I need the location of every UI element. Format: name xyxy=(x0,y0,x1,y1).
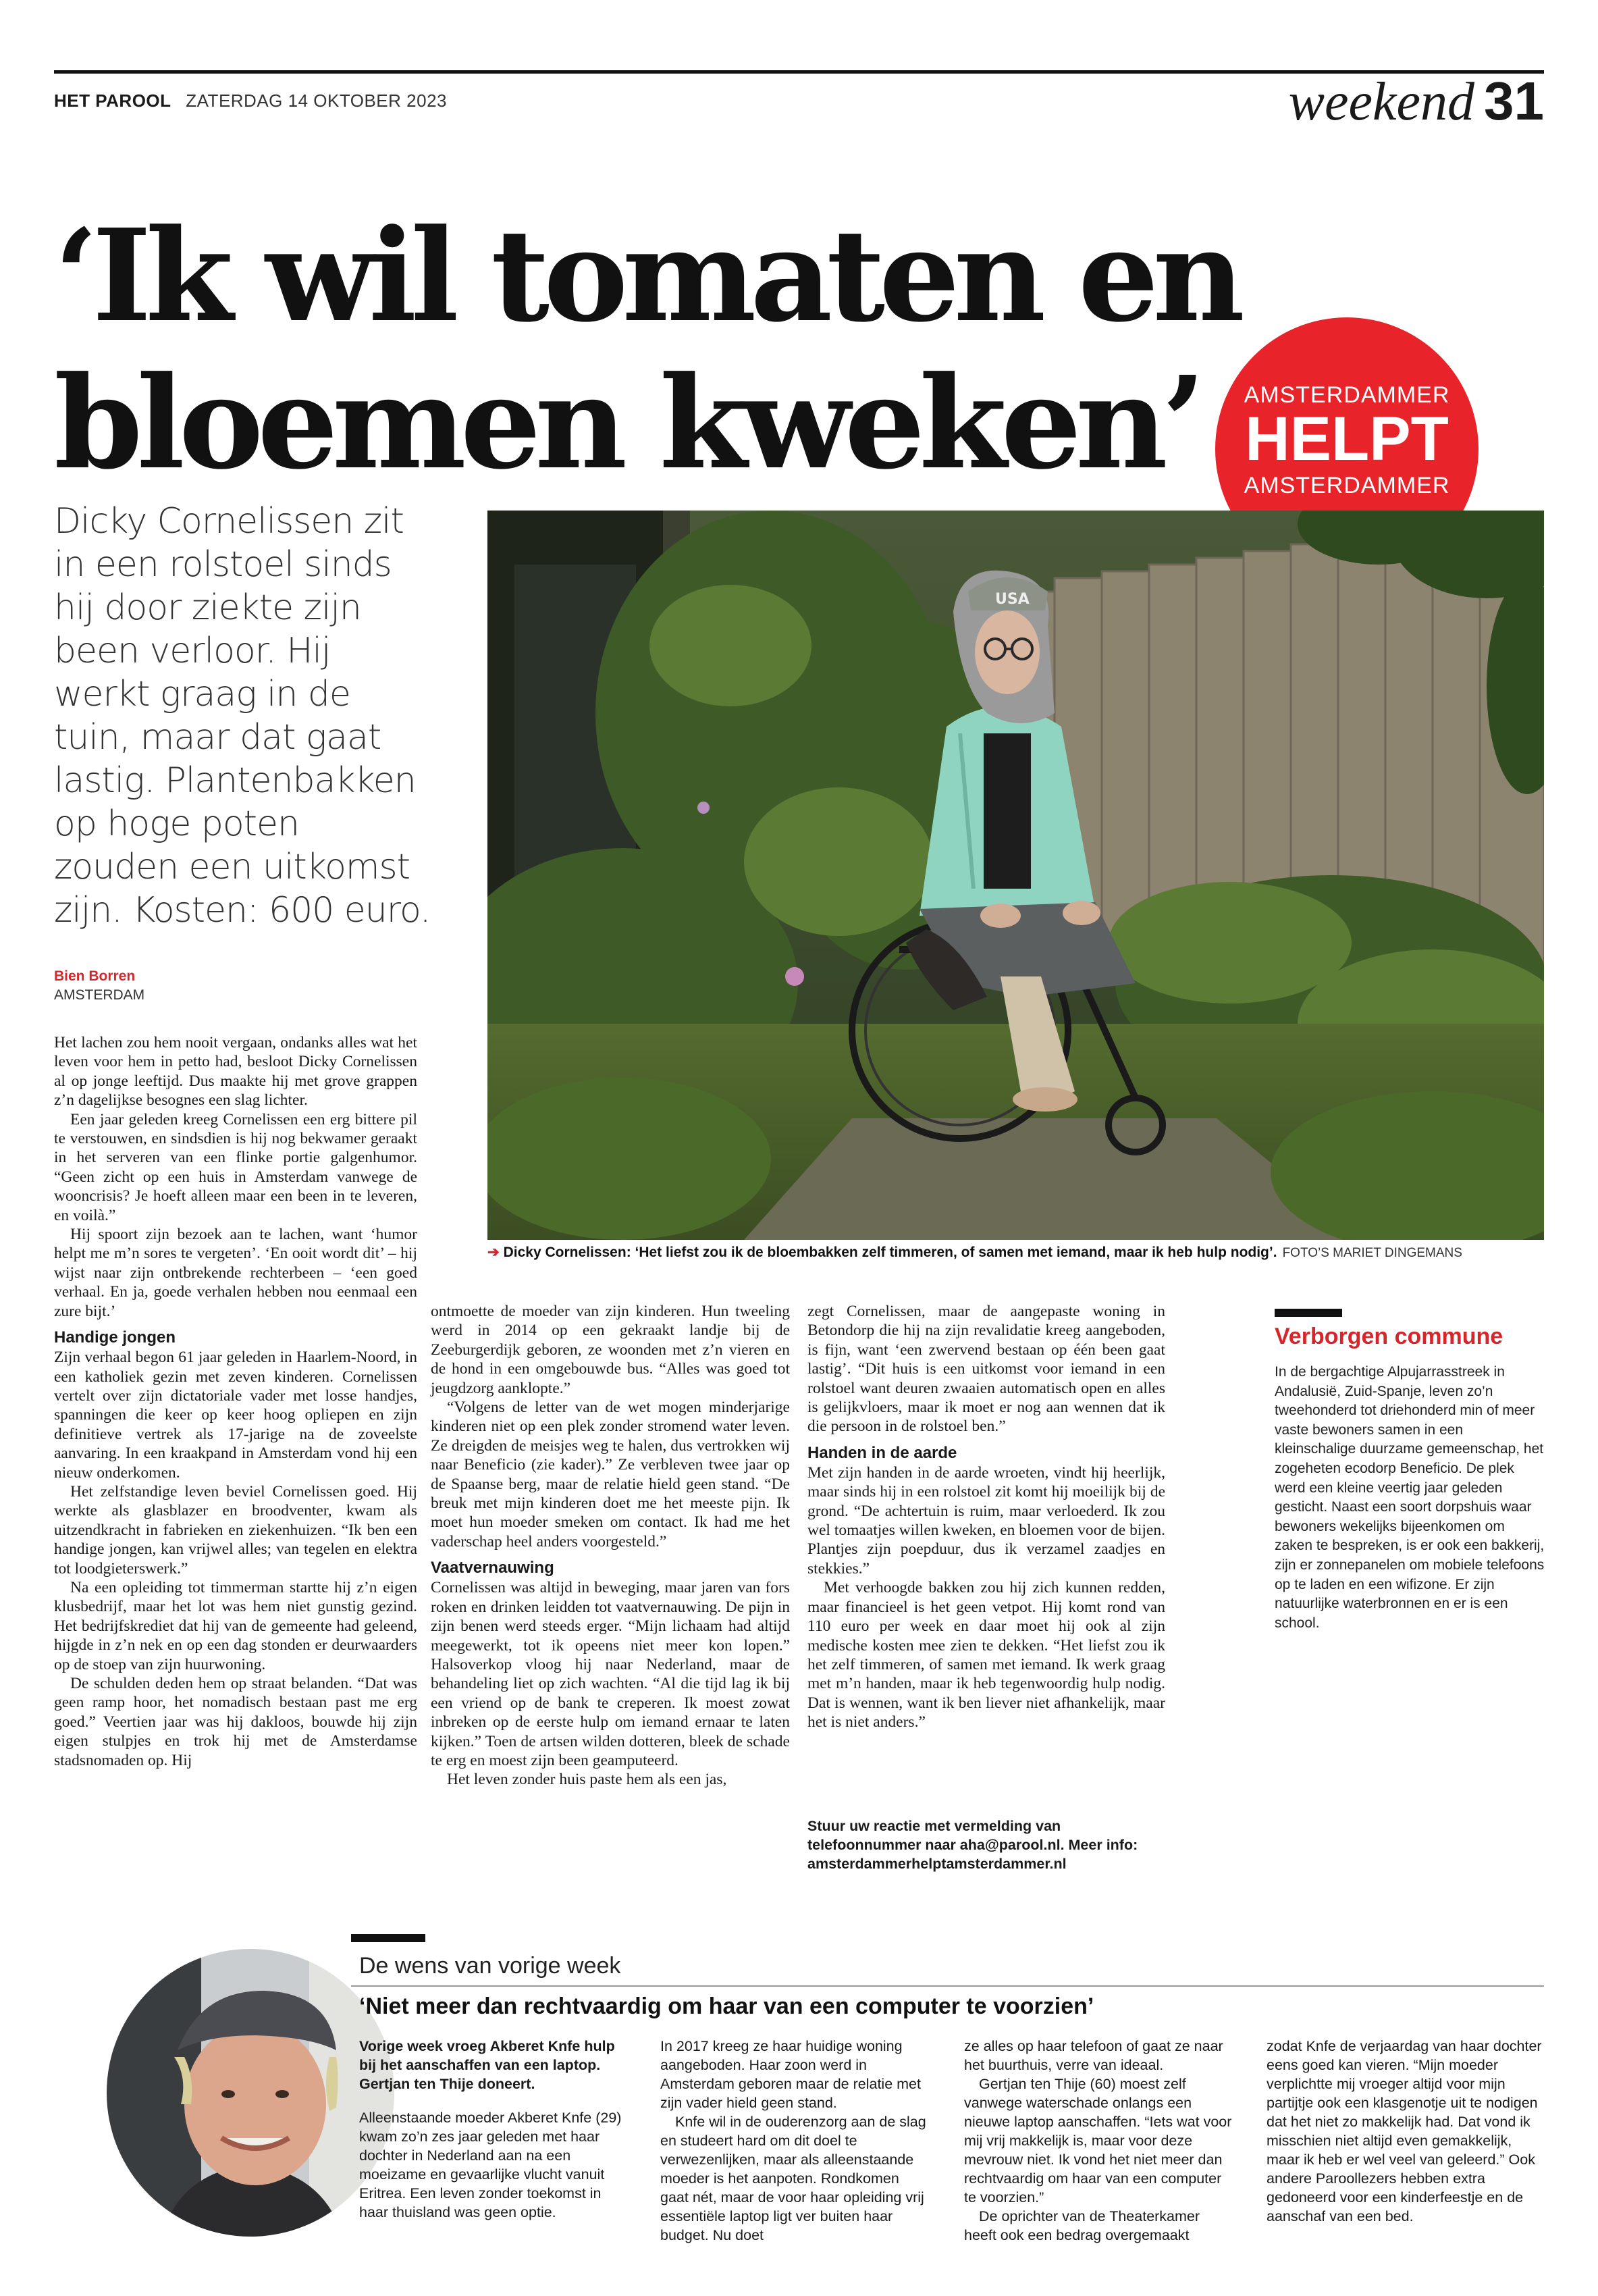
sidebar-body: In de bergachtige Alpujarrasstreek in Andalusië, Zuid-Spanje, leven zo’n tweehonderd tot driehonderd min of meer vaste bewoners samen in een kleinschalige duurzame gemeenschap, het zogeheten ecodorp Beneficio. De plek werd een kleine veertig jaar geleden gesticht. Naast een soort dorpshuis waar bewoners wekelijks bijeenkomen om zaken te bespreken, is er ook een bakkerij, zijn er zonnepanelen om mobiele telefoons op te laden en een wifizone. Er zijn natuurlijke waterbronnen en er is een school. xyxy=(1275,1364,1545,1631)
cap-text: USA xyxy=(995,591,1030,608)
arrow-right-icon: ➔ xyxy=(487,1245,500,1260)
section-name: weekend xyxy=(1288,72,1475,132)
section-header xyxy=(1288,71,1544,132)
headline-line-1: ‘Ik wil tomaten en xyxy=(54,201,1240,350)
section-label: De wens van vorige week xyxy=(359,1953,621,1979)
paragraph: De schulden deden hem op straat belanden. “Dat was geen ramp hoor, het nomadisch bestaan past me erg goed.” Veertien jaar was hij dakloos, bouwde hij zijn eigen stulpjes en trok hij met de Amsterdamse stadsnomaden op. Hij xyxy=(54,1675,417,1769)
issue-date: ZATERDAG 14 OKTOBER 2023 xyxy=(186,90,447,111)
badge-middle: HELPT xyxy=(1245,405,1449,473)
paragraph: zegt Cornelissen, maar de aangepaste woning in Betondorp die hij na zijn revalidatie kreeg aangeboden, is fijn, want ‘een zwervend bestaan op één been gaat lastig’. “Dit huis is een uitkomst voor iemand in een rolstoel want deuren zwaaien automatisch open en alles is gelijkvloers, maar ik moet er nog aan wennen dat ik die persoon in de rolstoel ben.” xyxy=(807,1303,1165,1436)
photo-credit: FOTO’S MARIET DINGEMANS xyxy=(1282,1246,1462,1260)
paragraph: ontmoette de moeder van zijn kinderen. Hun tweeling werd in 2014 op een gekraakt landje bij de Zeeburgerdijk geboren, ze woonden met z’n vieren en de hond in een omgebouwde bus. “Alles was goed tot jeugdzorg aanklopte.” xyxy=(431,1303,790,1397)
paragraph: Met verhoogde bakken zou hij zich kunnen redden, maar financieel is het geen vetpot. Hij komt rond van 110 euro per week en daar moet hij ook al zijn medische kosten mee zien te dekken. “Het liefst zou ik het zelf timmeren, of samen met iemand. Ik werk graag met m’n handen, maar ik heb tegenwoordig hulp nodig. Dat is wennen, want ik ben liever niet afhankelijk, maar het is niet anders.” xyxy=(807,1579,1165,1731)
badge-top: AMSTERDAMMER xyxy=(1244,382,1450,408)
paragraph: zodat Knfe de verjaardag van haar dochter eens goed kan vieren. “Mijn moeder verplichtte mij vroeger altijd voor mijn partijtje ook een klasgenotje uit te nodigen dat het niet zo makkelijk had. Dat vond ik misschien niet altijd even gemakkelijk, maar ik heb er wel veel van geleerd.” Ook andere Paroollezers hebben extra gedoneerd voor een kinderfeestje en de aanschaf van een bed. xyxy=(1267,2038,1542,2224)
sidebar-rule xyxy=(1275,1309,1342,1317)
badge-bottom: AMSTERDAMMER xyxy=(1244,473,1450,498)
lead-paragraph: Vorige week vroeg Akberet Knfe hulp bij het aanschaffen van een laptop. Gertjan ten Thije doneert. xyxy=(359,2038,615,2092)
divider xyxy=(351,1985,1544,1987)
paragraph: Het leven zonder huis paste hem als een jas, xyxy=(447,1771,727,1789)
subheading: Handen in de aarde xyxy=(807,1443,957,1462)
intro-text: Dicky Cornelissen zit in een rolstoel sinds hij door ziekte zijn been verloor. Hij werkt graag in de tuin, maar dat gaat lastig. Plantenbakken op hoge poten zouden een uitkomst zijn. Kosten: 600 euro. xyxy=(54,501,431,931)
headline xyxy=(54,203,1242,497)
paragraph: Alleenstaande moeder Akberet Knfe (29) kwam zo’n zes jaar geleden met haar dochter in Nederland aan na een moeizame en gevaarlijke vlucht vanuit Eritrea. Een leven zonder toekomst in haar thuisland was geen optie. xyxy=(359,2110,622,2220)
byline-author: Bien Borren xyxy=(54,968,136,984)
paragraph: Een jaar geleden kreeg Cornelissen een erg bittere pil te verstouwen, en sindsdien is hij nog bekwamer geraakt in het serveren van een flinke portie galgenhumor. “Geen zicht op een huis in Amsterdam vanwege de wooncrisis? Je hoeft alleen maar een been in te leveren, en voilà.” xyxy=(54,1110,417,1224)
follow-up-headline: ‘Niet meer dan rechtvaardig om haar van een computer te voorzien’ xyxy=(359,1993,1094,2019)
follow-up-column-3 xyxy=(964,2037,1234,2245)
subheading: Vaatvernauwing xyxy=(431,1559,554,1577)
photo-caption xyxy=(487,1244,1462,1261)
article-column-3 xyxy=(807,1302,1165,1732)
paragraph: Cornelissen was altijd in beweging, maar jaren van fors roken en drinken leidden tot vaatvernauwing. De pijn in zijn benen werd steeds erger. “Mijn lichaam had altijd meegewerkt, tot ik opeens niet meer kon lopen.” Halsoverkop vloog hij naar Nederland, maar de behandeling liet op zich wachten. “Al die tijd lag ik bij een vriend op de bank te creperen. Ik moest zowat inbreken op de eerste hulp om iemand ernaar te laten kijken.” Toen de artsen wilden dotteren, bleek de schade te erg en moest zijn been geamputeerd. xyxy=(431,1579,790,1769)
headline-line-2: bloemen kweken’ xyxy=(54,348,1200,498)
masthead xyxy=(54,90,447,111)
paragraph: Het zelfstandige leven beviel Cornelissen goed. Hij werkte als glasblazer en broodventer, kwam als uitzendkracht in fabrieken en ziekenhuizen. “Ik ben een handige jongen, kan vrijwel alles; van tegelen en elektra tot loodgieterswerk.” xyxy=(54,1482,417,1577)
paragraph: Knfe wil in de ouderenzorg aan de slag en studeert hard om dit doel te verwezenlijken, maar als alleenstaande moeder is het aanpoten. Rondkomen gaat nét, maar de voor haar opleiding vrij essentiële laptop ligt ver buiten haar budget. Nu doet xyxy=(660,2114,926,2243)
paper-name: HET PAROOL xyxy=(54,90,171,111)
main-photo xyxy=(487,511,1544,1240)
paragraph: ze alles op haar telefoon of gaat ze naar het buurthuis, verre van ideaal. xyxy=(964,2038,1223,2073)
paragraph: De oprichter van de Theaterkamer heeft ook een bedrag overgemaakt xyxy=(964,2208,1200,2243)
paragraph: “Volgens de letter van de wet mogen minderjarige kinderen niet op een plek zonder stromend water leven. Ze dreigden de meisjes weg te halen, dus vertrokken wij naar Beneficio (zie kader).” Ze verbleven twee jaar op de Spaanse berg, maar de relatie hield geen stand. “De breuk met mijn kinderen doet me het meeste pijn. Ik moet hun moeder smeken om contact. Ik had me het vaderschap heel anders voorgesteld.” xyxy=(431,1399,790,1550)
paragraph: Het lachen zou hem nooit vergaan, ondanks alles wat het leven voor hem in petto had, besloot Dicky Cornelissen al op jonge leeftijd. Dus maakte hij met grove grappen z’n dagelijkse besognes een slag lichter. xyxy=(54,1034,417,1110)
paragraph: In 2017 kreeg ze haar huidige woning aangeboden. Haar zoon werd in Amsterdam geboren maar de relatie met zijn vader hield geen stand. xyxy=(660,2038,921,2111)
byline-place: AMSTERDAM xyxy=(54,987,145,1003)
caption-text: Dicky Cornelissen: ‘Het liefst zou ik de bloembakken zelf timmeren, of samen met iemand, maar ik heb hulp nodig’. xyxy=(503,1245,1277,1260)
article-column-1 xyxy=(54,1033,417,1770)
article-column-2 xyxy=(431,1302,790,1790)
paragraph: Na een opleiding tot timmerman startte hij z’n eigen klusbedrijf, maar het lot was hem niet gunstig gezind. Het bedrijfskrediet dat hij van de gemeente had geleend, hijgde in z’n nek en op een dag stonden er deurwaarders op de stoep van zijn huurwoning. xyxy=(54,1578,417,1673)
section-rule xyxy=(351,1934,425,1942)
donor-portrait xyxy=(107,1949,394,2237)
follow-up-column-1 xyxy=(359,2037,629,2222)
paragraph: Hij spoort zijn bezoek aan te lachen, want ‘humor helpt me m’n sores te vergeten’. ‘En ooit wordt dit’ – hij wijst naar zijn ontbrekende rechterbeen – ‘een goed verhaal. En ja, goede verhalen hebben nou eenmaal een zure bijt.’ xyxy=(54,1226,417,1320)
paragraph: Met zijn handen in de aarde wroeten, vindt hij heerlijk, maar sinds hij in een rolstoel zit komt hij moeilijk bij de grond. “De achtertuin is ruim, maar verloederd. Ik zou wel tomaatjes willen kweken, en bloemen voor de bijen. Plantjes zijn poepduur, dus ik verzamel zaadjes en stekkies.” xyxy=(807,1463,1165,1577)
call-to-action: Stuur uw reactie met vermelding van telefoonnummer naar aha@parool.nl. Meer info: amsterdammerhelptamsterdammer.nl xyxy=(807,1818,1138,1872)
sidebar-title: Verborgen commune xyxy=(1275,1324,1503,1349)
follow-up-column-2 xyxy=(660,2037,930,2245)
paragraph: Zijn verhaal begon 61 jaar geleden in Haarlem-Noord, in een katholiek gezin met zeven kinderen. Cornelissen vertelt over zijn dictatoriale vader met losse handjes, spanningen die keer op keer hoog opliepen en zijn definitieve vertrek als 17-jarige na de zoveelste aanvaring. In een kraakpand in Amsterdam vond hij een nieuw onderkomen. xyxy=(54,1349,417,1482)
paragraph: Gertjan ten Thije (60) moest zelf vanwege waterschade onlangs een nieuwe laptop aanschaffen. “Iets wat voor mij vrij makkelijk is, maar voor deze mevrouw niet. Ik vond het niet meer dan rechtvaardig om haar van een computer te voorzien.” xyxy=(964,2076,1232,2206)
page-number: 31 xyxy=(1484,71,1544,131)
follow-up-column-4 xyxy=(1267,2037,1543,2226)
subheading: Handige jongen xyxy=(54,1328,176,1347)
